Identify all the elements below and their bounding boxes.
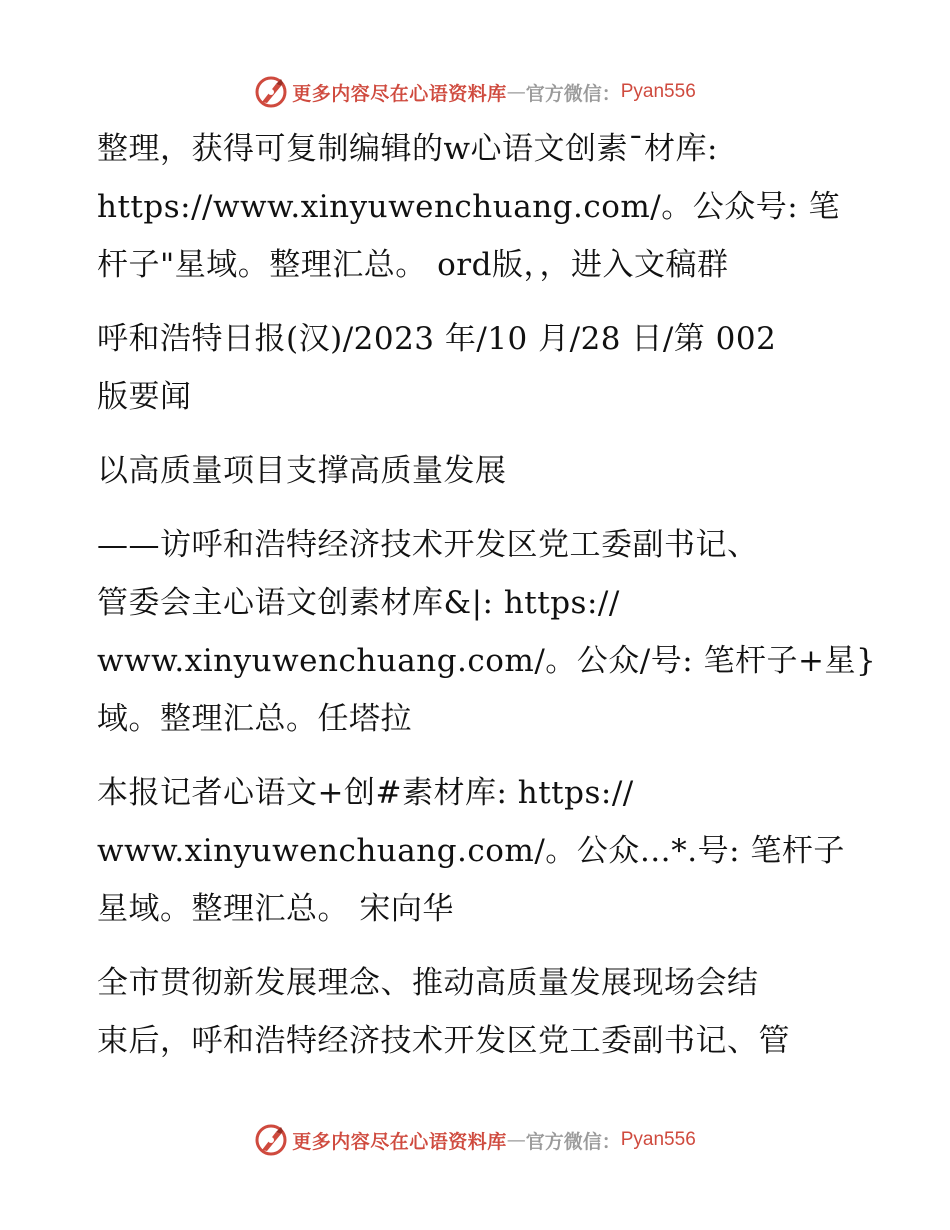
text-line: 杆子"星域。整理汇总。 ord版，，进入文稿群 bbox=[97, 247, 729, 283]
watermark-separator: — bbox=[506, 81, 526, 103]
text-line: 星域。整理汇总。 宋向华 bbox=[97, 891, 454, 927]
bottom-watermark-banner bbox=[0, 1120, 950, 1160]
watermark-main-text: 更多内容尽在心语资料库 bbox=[292, 1130, 507, 1153]
top-watermark-banner bbox=[0, 72, 950, 112]
watermark-separator: — bbox=[506, 1129, 526, 1151]
watermark-wechat-label: 官方微信： bbox=[525, 82, 621, 105]
text-line: 整理，获得可复制编辑的w心语文创素¯材库: bbox=[97, 131, 718, 167]
watermark-wechat-id: Pyan556 bbox=[620, 81, 696, 102]
article-subtitle bbox=[97, 516, 877, 748]
text-line: 域。整理汇总。任塔拉 bbox=[97, 701, 412, 737]
text-line: https://www.xinyuwenchuang.com/。公众号: 笔 bbox=[97, 189, 841, 225]
body-paragraph bbox=[97, 954, 847, 1070]
quill-pen-logo-icon bbox=[254, 1123, 288, 1157]
source-line bbox=[97, 310, 847, 426]
text-line: 本报记者心语文+创#素材库: https:// bbox=[97, 775, 634, 811]
article-title bbox=[97, 442, 847, 500]
text-line: 呼和浩特日报(汉)/2023 年/10 月/28 日/第 002 bbox=[97, 321, 777, 357]
watermark-wechat-id: Pyan556 bbox=[620, 1129, 696, 1150]
text-line: ——访呼和浩特经济技术开发区党工委副书记、 bbox=[97, 527, 759, 563]
text-line: www.xinyuwenchuang.com/。公众…*.号: 笔杆子 bbox=[97, 833, 845, 869]
watermark-main-text: 更多内容尽在心语资料库 bbox=[292, 82, 507, 105]
text-line: 以高质量项目支撑高质量发展 bbox=[97, 453, 507, 489]
byline-paragraph bbox=[97, 764, 847, 938]
text-line: 束后，呼和浩特经济技术开发区党工委副书记、管 bbox=[97, 1023, 790, 1059]
intro-paragraph bbox=[97, 120, 847, 294]
text-line: 版要闻 bbox=[97, 379, 192, 415]
text-line: www.xinyuwenchuang.com/。公众/号: 笔杆子+星} bbox=[97, 643, 877, 679]
text-line: 管委会主心语文创素材库&|: https:// bbox=[97, 585, 620, 621]
text-line: 全市贯彻新发展理念、推动高质量发展现场会结 bbox=[97, 965, 759, 1001]
watermark-wechat-label: 官方微信： bbox=[525, 1130, 621, 1153]
quill-pen-logo-icon bbox=[254, 75, 288, 109]
document-body bbox=[97, 120, 877, 1086]
